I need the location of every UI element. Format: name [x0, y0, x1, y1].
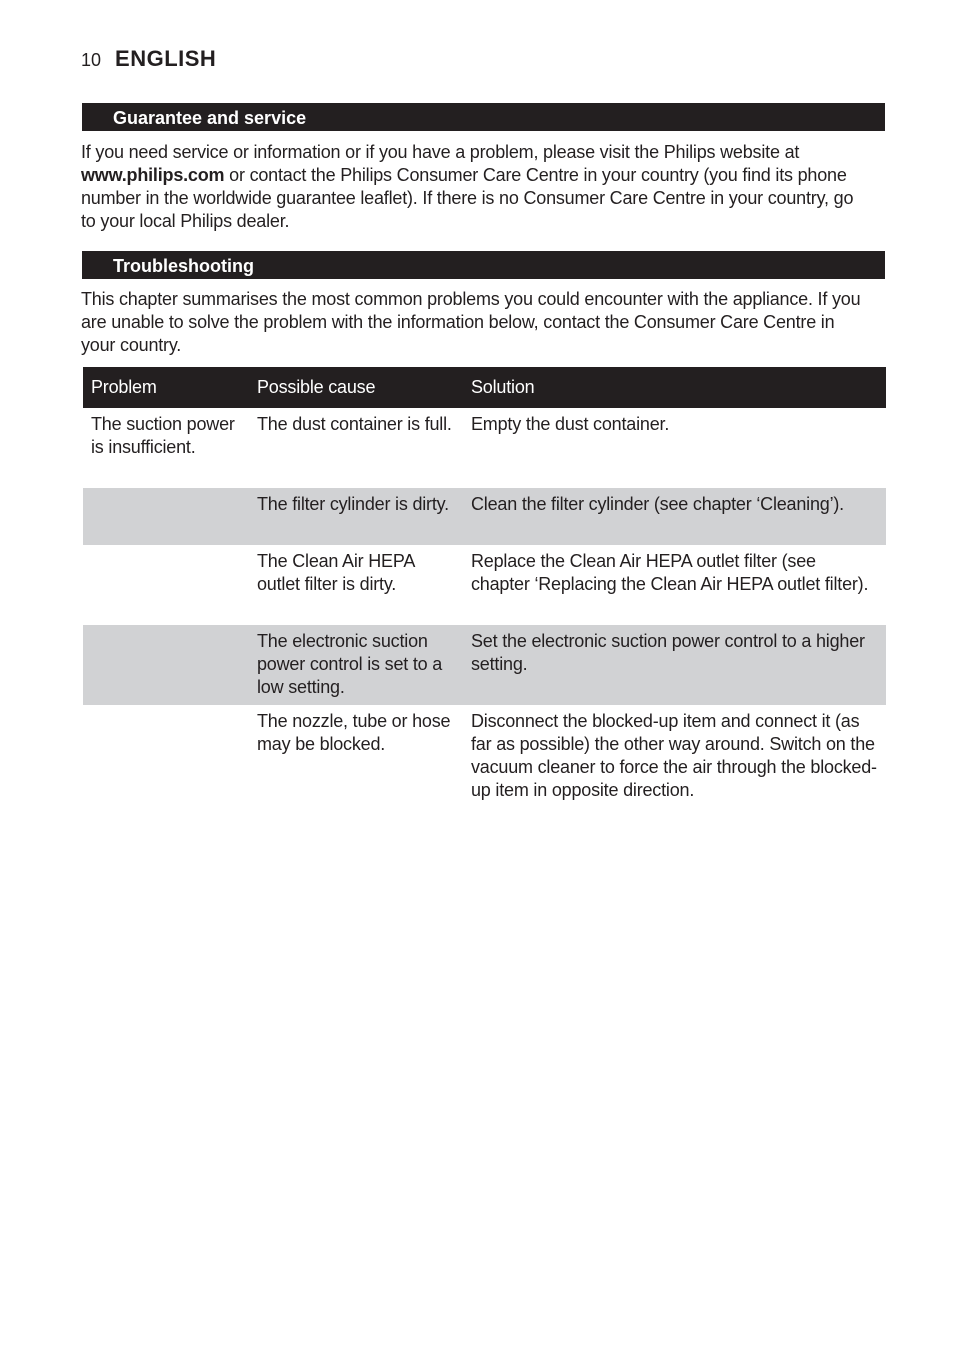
table-row — [83, 625, 886, 705]
cell-cause: The nozzle, tube or hose may be blocked. — [257, 711, 451, 754]
troubleshooting-heading: Troubleshooting — [82, 251, 885, 279]
language-heading: ENGLISH — [115, 46, 217, 71]
cell-cause: The electronic suction power control is set to a low setting. — [249, 625, 463, 705]
guarantee-text-after: or contact the Philips Consumer Care Centre in your country (you find its phone number in the worldwide guarantee leaflet). If there is no Consumer Care Centre in your country, go to your local Philips dealer. — [81, 165, 854, 231]
cell-cause: The filter cylinder is dirty. — [249, 488, 463, 545]
table-row — [83, 488, 886, 545]
cell-solution: Empty the dust container. — [471, 414, 670, 434]
table-row — [83, 408, 886, 488]
philips-website-link[interactable]: www.philips.com — [81, 165, 225, 185]
cell-problem — [83, 488, 249, 545]
header-problem: Problem — [83, 367, 249, 408]
table-header-row — [83, 367, 886, 408]
cell-solution: Replace the Clean Air HEPA outlet filter (see chapter ‘Replacing the Clean Air HEPA outlet filter). — [471, 551, 869, 594]
cell-cause: The dust container is full. — [257, 414, 452, 434]
cell-solution: Set the electronic suction power control to a higher setting. — [463, 625, 886, 705]
header-cause: Possible cause — [249, 367, 463, 408]
troubleshooting-intro: This chapter summarises the most common problems you could encounter with the appliance. If you are unable to solve the problem with the information below, contact the Consumer Care Centre in your country. — [81, 289, 861, 355]
cell-problem — [83, 625, 249, 705]
cell-solution: Clean the filter cylinder (see chapter ‘Cleaning’). — [463, 488, 886, 545]
page-number: 10 — [81, 50, 102, 70]
guarantee-paragraph — [81, 141, 871, 233]
troubleshooting-table — [83, 367, 886, 808]
cell-solution: Disconnect the blocked-up item and connect it (as far as possible) the other way around. Switch on the vacuum cleaner to force the air through the blocked-up item in opposite direction. — [471, 711, 877, 800]
guarantee-heading: Guarantee and service — [82, 103, 885, 131]
cell-problem — [83, 705, 249, 808]
table-row — [83, 545, 886, 625]
cell-problem: The suction power is insufficient. — [91, 414, 235, 457]
header-solution: Solution — [463, 367, 886, 408]
guarantee-text-before: If you need service or information or if you have a problem, please visit the Philips website at — [81, 142, 800, 162]
table-row — [83, 705, 886, 808]
page-header — [81, 46, 216, 72]
cell-problem — [83, 545, 249, 625]
cell-cause: The Clean Air HEPA outlet filter is dirty. — [257, 551, 415, 594]
